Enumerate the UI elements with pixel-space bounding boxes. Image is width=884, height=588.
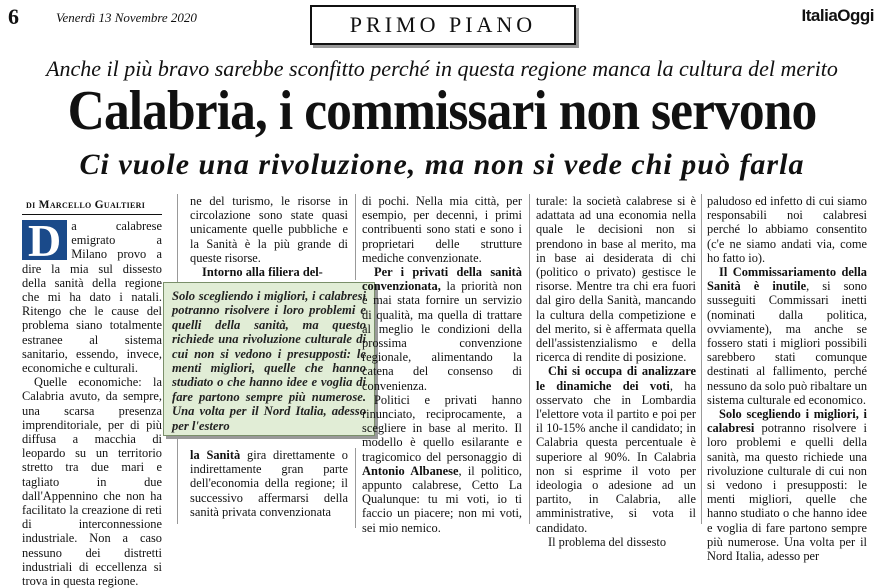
paragraph: , ha osservato che in Lombardia l'elettore vota il partito e poi per il 10-15% anche il candidato; in Calabria questa percentuale è superiore al 90%. In Calabria non si esprime il voto per ideologia o adesione ad un partito, in Calabria, alle amministrative, si vota il candidato.: [536, 378, 696, 535]
article-column-5: [707, 194, 867, 563]
paragraph: gira direttamente o indirettamente gran parte dell'economia della regione; il successivo affermarsi della sanità privata convenzionata: [190, 448, 348, 519]
paragraph: , si sono susseguiti Commissari inetti (nominati dalla politica, ovviamente), ma anche se fossero stati i migliori possibili sarebbero stati comunque destinati al fallimento, perché nessuno da solo può ribaltare un sistema culturale ed economico.: [707, 279, 868, 407]
page-number: 6: [8, 4, 19, 29]
paragraph: Politici e privati hanno rinunciato, reciprocamente, a scegliere in base al merito. Il modello è quello esilarante e tragicomico del personaggio di: [362, 392, 522, 464]
article-column-3: [362, 194, 522, 535]
bold-lead: la Sanità: [190, 448, 241, 462]
dropcap: D: [22, 220, 67, 260]
subheading: Intorno alla filiera del-: [202, 265, 323, 280]
article-kicker: Anche il più bravo sarebbe sconfitto perché in questa regione manca la cultura del merito: [46, 56, 838, 81]
column-divider: [355, 448, 356, 528]
article-subheadline: Ci vuole una rivoluzione, ma non si vede chi può farla: [79, 148, 805, 181]
bold-lead: Il Commissariamento della Sanità è inutile: [707, 265, 867, 294]
article-column-4: [536, 194, 696, 549]
bold-lead: Per i privati della sanità convenzionata,: [362, 265, 522, 294]
byline: di Marcello Gualtieri: [26, 199, 146, 211]
newspaper-logo: ItaliaOggi: [801, 6, 874, 25]
article-column-1: [22, 215, 162, 588]
column-divider: [529, 194, 530, 524]
bold-lead: Chi si occupa di analizzare le dinamiche dei voti: [536, 364, 696, 393]
pull-quote: Solo scegliendo i migliori, i calabresi potranno risolvere i loro problemi e quelli della sanità, ma questo richiede una rivoluzione culturale di cui non si vedono i presupposti: le menti migliori, quelle che hanno studiato o che hanno idee e voglia di fare partono sempre più numerose. Una volta per il Nord Italia, adesso per l'estero: [163, 282, 375, 436]
paragraph: paludoso ed infetto di cui siamo responsabili noi calabresi perché lo abbiamo consentito (c'e ne siamo andati via, come ho fatto io).: [707, 194, 867, 265]
paragraph: Il problema del dissesto: [548, 534, 667, 549]
section-title: PRIMO PIANO: [349, 12, 537, 37]
article-column-2-continued: [190, 448, 348, 519]
paragraph: , il politico, appunto calabrese, Cetto La Qualunque: tu mi voti, io ti faccio un piacere; non mi voti, sei mio nemico.: [362, 463, 522, 535]
paragraph: la priorità non è mai stata fornire un servizio di qualità, ma quella di trattare al meglio le condizioni della prossima convenzione regionale, alimentando la catena del consenso di convenienza.: [362, 279, 522, 393]
paragraph: Quelle economiche: la Calabria avuto, da sempre, una scarsa presenza imprenditoriale, per di più diffusa a macchia di leopardo su un territorio stretto tra due mari e tagliato in due dall'Appennino che non ha facilitato la creazione di reti di interconnessione industriale. Non a caso nessuno dei distretti industriali di eccellenza si trova in questa regione.: [22, 375, 162, 588]
person-name: Antonio Albanese: [362, 463, 459, 478]
column-divider: [701, 194, 702, 524]
paragraph: potranno risolvere i loro problemi e quelli della sanità, ma questo richiede una rivoluzione culturale di cui non si vedono i presupposti: le menti migliori, quelle che hanno studiato o che hanno idee e voglia di fare partono sempre più numerose. Una volta per il Nord Italia, adesso per: [707, 421, 867, 564]
paragraph: turale: la società calabrese si è adattata ad una economia nella quale le decisioni non si prendono in base al merito, ma in base ai desiderata di chi (politico o privato) gestisce le risorse. Mentre tra chi era fuori dal giro della Sanità, mancando la cultura della competizione e del merito, si è affermata quella dell'assistenzialismo e della ricerca di rendite di posizione.: [536, 194, 696, 365]
paragraph: di pochi. Nella mia città, per esempio, per decenni, i primi contribuenti sono stati e sono i proprietari delle strutture mediche convenzionate.: [362, 194, 522, 265]
section-banner: [310, 5, 576, 45]
bold-lead: Solo scegliendo i migliori, i calabresi: [707, 407, 867, 436]
column-divider: [355, 194, 356, 280]
paragraph: ne del turismo, le risorse in circolazione sono state quasi unicamente quelle pubbliche e la Sanità è la più grande di queste risorse.: [190, 194, 348, 265]
article-column-2: [190, 194, 348, 279]
paragraph: a calabrese emigrato a Milano provo a dire la mia sul dissesto della sanità della regione che mi ha dato i natali. Ritengo che le cause del problema siano totalmente estranee al sistema sanitario, essendo, invece, economiche e culturali.: [22, 219, 162, 376]
issue-date: Venerdì 13 Novembre 2020: [56, 10, 197, 25]
article-headline: Calabria, i commissari non servono: [67, 80, 817, 142]
